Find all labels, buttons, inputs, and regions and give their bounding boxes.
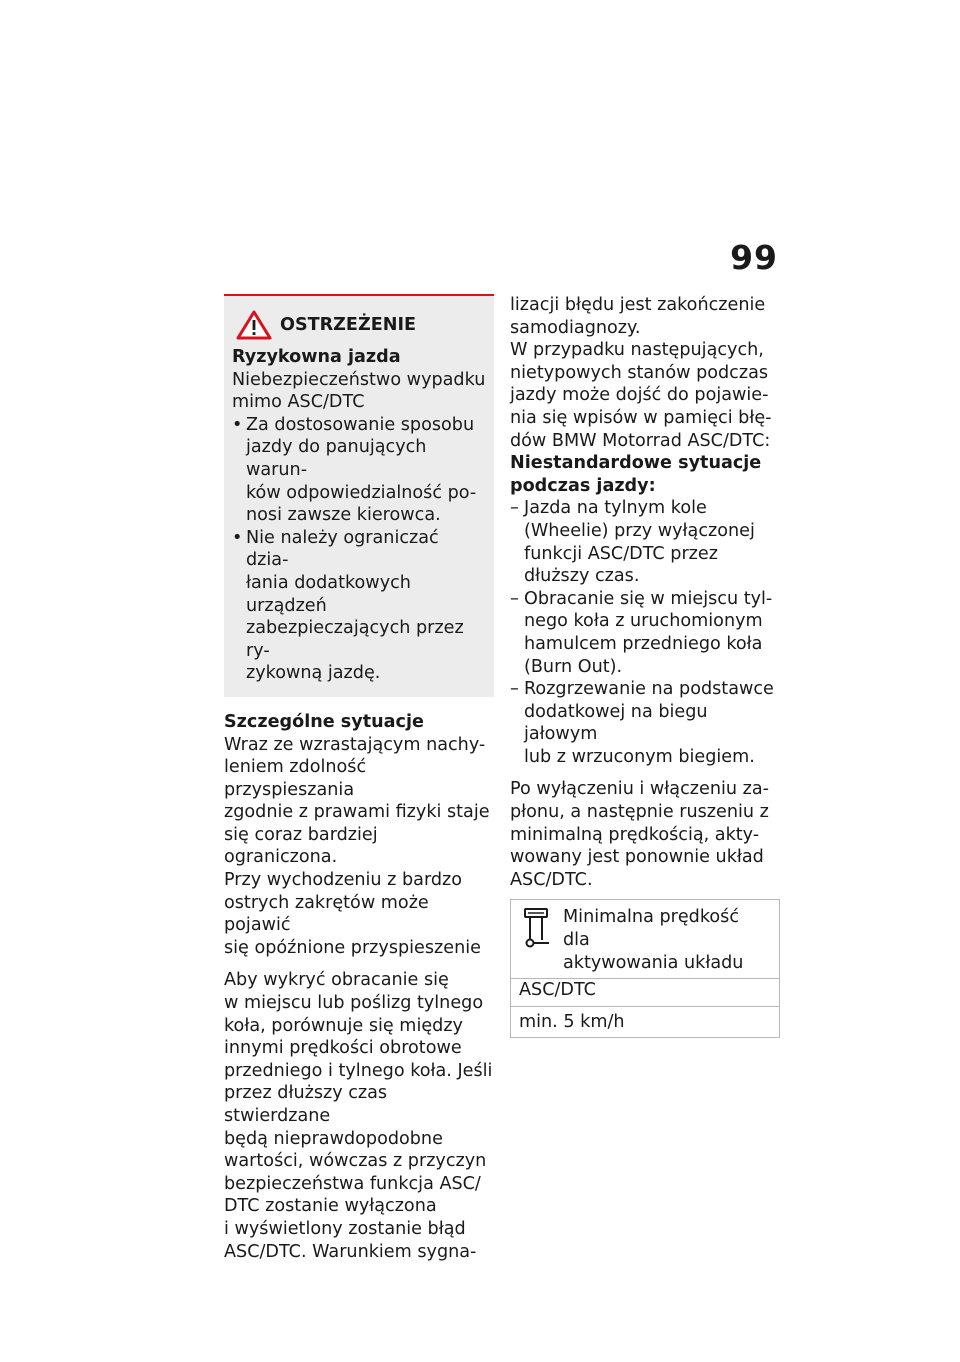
text-line: ków odpowiedzialność po- <box>246 482 477 503</box>
text-line: minimalną prędkością, akty- <box>510 824 760 845</box>
text-line: aktywowania układu <box>563 952 744 973</box>
text-line: • Za dostosowanie sposobu <box>246 414 475 435</box>
warning-heading: Ryzykowna jazda <box>232 347 401 367</box>
subheading <box>510 452 780 497</box>
text-line: się opóźnione przyspieszenie <box>224 937 481 958</box>
text-line: Po wyłączeniu i włączeniu za- <box>510 779 769 800</box>
text-line: i wyświetlony zostanie błąd <box>224 1218 466 1239</box>
text-line: wartości, wówczas z przyczyn <box>224 1151 487 1172</box>
text-line: w miejscu lub poślizg tylnego <box>224 993 484 1014</box>
warning-triangle-icon <box>236 310 272 340</box>
text-line: łania dodatkowych urządzeń <box>246 572 411 616</box>
warning-line: Niebezpieczeństwo wypadku <box>232 369 486 390</box>
dash-item <box>510 497 780 587</box>
technical-data-icon <box>519 906 553 950</box>
text-line: nietypowych stanów podczas <box>510 362 769 383</box>
text-line: – Rozgrzewanie na podstawce <box>524 679 774 700</box>
text-line: podczas jazdy: <box>510 475 656 496</box>
text-line: dłuższy czas. <box>524 566 640 587</box>
warning-bullet <box>232 527 486 685</box>
text-line: Minimalna prędkość dla <box>563 907 739 951</box>
text-line: ASC/DTC. <box>510 869 593 890</box>
warning-header <box>236 310 486 340</box>
section-heading: Szczególne sytuacje <box>224 711 424 732</box>
paragraph <box>510 294 780 452</box>
spec-table <box>510 899 780 1038</box>
text-line: jazdy do panujących warun- <box>246 437 427 480</box>
dash-item <box>510 678 780 768</box>
page-number: 99 <box>730 238 778 277</box>
text-line: zabezpieczających przez ry- <box>246 618 464 661</box>
text-line: ASC/DTC. Warunkiem sygna- <box>224 1241 477 1262</box>
text-line: samodiagnozy. <box>510 317 641 338</box>
right-column <box>510 294 780 1038</box>
text-line: dodatkowej na biegu jałowym <box>524 701 708 745</box>
warning-bullet <box>232 414 486 527</box>
text-line: – Obracanie się w miejscu tyl- <box>524 588 773 609</box>
paragraph <box>510 778 780 891</box>
text-line: ostrych zakrętów może pojawić <box>224 892 429 936</box>
text-line: W przypadku następujących, <box>510 340 764 361</box>
text-line: koła, porównuje się między <box>224 1015 463 1036</box>
text-line: Przy wychodzeniu z bardzo <box>224 870 463 891</box>
text-line: Niestandardowe sytuacje <box>510 453 762 474</box>
text-line: innymi prędkości obrotowe <box>224 1038 462 1059</box>
text-line: przedniego i tylnego koła. Jeśli <box>224 1060 493 1081</box>
text-line: bezpieczeństwa funkcja ASC/ <box>224 1173 481 1194</box>
paragraph <box>224 734 494 960</box>
warning-title: OSTRZEŻENIE <box>280 314 417 335</box>
text-line: • Nie należy ograniczać dzia- <box>246 527 439 571</box>
text-line: wowany jest ponownie układ <box>510 847 764 868</box>
text-line: – Jazda na tylnym kole <box>524 498 707 519</box>
text-line: hamulcem przedniego koła <box>524 633 763 654</box>
text-line: leniem zdolność przyspieszania <box>224 757 367 800</box>
text-line: nia się wpisów w pamięci błę- <box>510 407 772 428</box>
text-line: Wraz ze wzrastającym nachy- <box>224 734 486 755</box>
text-line: nosi zawsze kierowca. <box>246 505 441 526</box>
text-line: przez dłuższy czas stwierdzane <box>224 1083 388 1126</box>
text-line: (Wheelie) przy wyłączonej <box>524 520 755 541</box>
text-line: lub z wrzuconym biegiem. <box>524 746 755 767</box>
left-column <box>224 294 494 1273</box>
text-line: jazdy może dojść do pojawie- <box>510 385 769 406</box>
text-line: DTC zostanie wyłączona <box>224 1196 437 1217</box>
text-line: zgodnie z prawami fizyki staje <box>224 802 490 823</box>
spec-label <box>563 906 771 974</box>
text-line: zykowną jazdę. <box>246 663 381 684</box>
text-line: (Burn Out). <box>524 656 623 677</box>
text-line: lizacji błędu jest zakończenie <box>510 295 766 315</box>
spec-label-tail: ASC/DTC <box>519 980 596 1001</box>
text-line: Aby wykryć obracanie się <box>224 970 449 991</box>
warning-line: mimo ASC/DTC <box>232 392 365 413</box>
dash-list <box>510 497 780 768</box>
warning-box <box>224 294 494 697</box>
text-line: nego koła z uruchomionym <box>524 611 763 632</box>
text-line: funkcji ASC/DTC przez <box>524 543 718 564</box>
dash-item <box>510 588 780 678</box>
text-line: dów BMW Motorrad ASC/DTC: <box>510 430 771 451</box>
text-line: płonu, a następnie ruszeniu z <box>510 802 769 823</box>
text-line: będą nieprawdopodobne <box>224 1128 443 1149</box>
spec-value: min. 5 km/h <box>519 1011 625 1032</box>
warning-bullet-list <box>232 414 486 685</box>
text-line: się coraz bardziej ograniczona. <box>224 824 378 868</box>
paragraph <box>224 969 494 1263</box>
